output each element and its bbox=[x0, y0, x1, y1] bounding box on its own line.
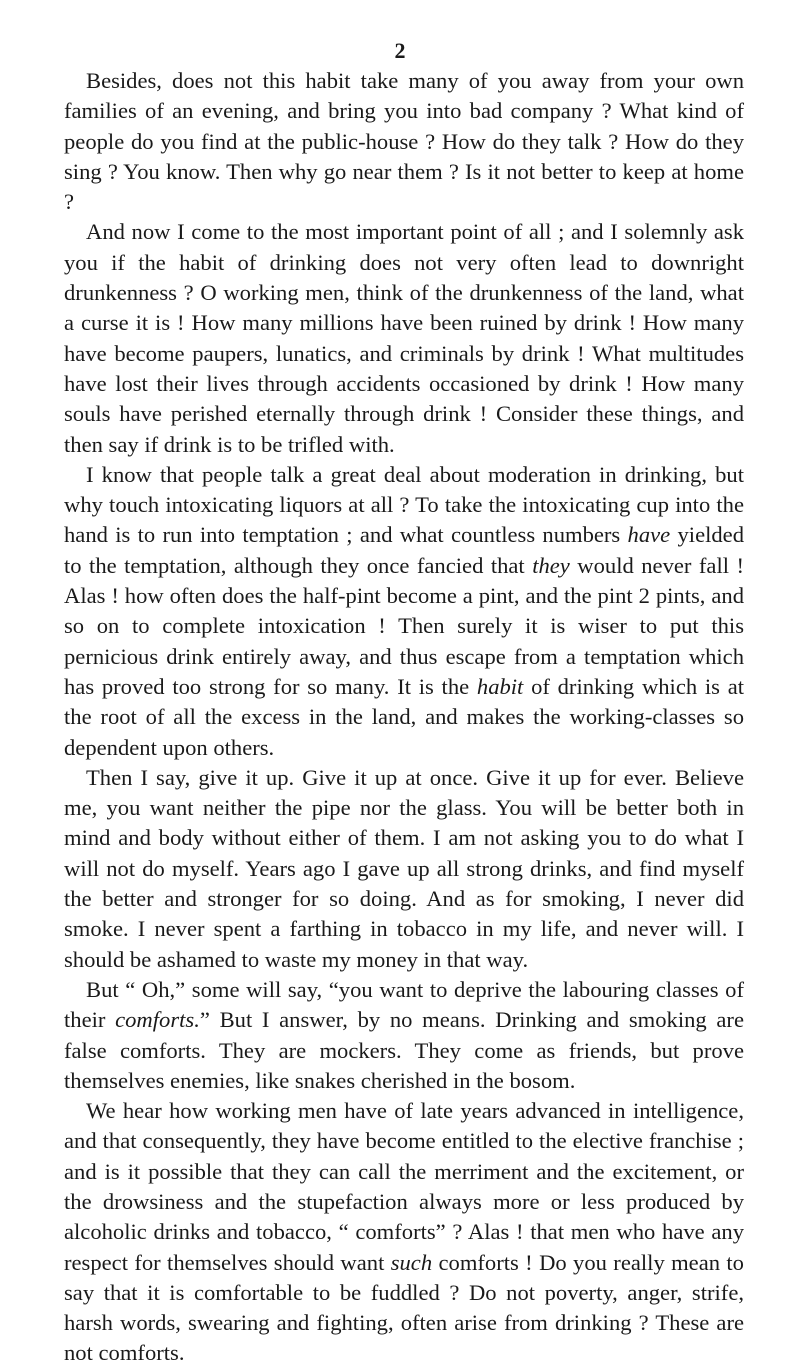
text-run: Then I say, give it up. Give it up at once. Give it up for ever. Believe me, you want neither the pipe nor the glass. You will be better both in mind and body without either of them. I am not asking you to do what I will not do myself. Years ago I gave up all strong drinks, and find myself the better and stronger for so doing. And as for smoking, I never did smoke. I never spent a farthing in tobacco in my life, and never will. I should be ashamed to waste my money in that way. bbox=[64, 764, 744, 972]
italic-text-run: comforts. bbox=[115, 1007, 200, 1033]
text-run: ” But I answer, by no means. Drinking and smoking are false comforts. They are mockers. They come as friends, but prove themselves enemies, like snakes cherished in the bosom. bbox=[64, 1007, 744, 1093]
text-run: We hear how working men have of late years advanced in intelligence, and that consequently, they have become entitled to the elective franchise ; and is it possible that they can call the merriment and the excitement, or the drowsiness and the stupefaction always more or less produced by alcoholic drinks and tobacco, “ comforts” ? Alas ! that men who have any respect for themselves should want bbox=[64, 1098, 744, 1275]
paragraph bbox=[64, 975, 744, 1096]
paragraph bbox=[64, 763, 744, 975]
text-run: And now I come to the most important point of all ; and I solemnly ask you if the habit of drinking does not very often lead to downright drunkenness ? O working men, think of the drunkenness of the land, what a curse it is ! How many millions have been ruined by drink ! How many have become paupers, lunatics, and criminals by drink ! What multitudes have lost their lives through accidents occasioned by drink ! How many souls have perished eternally through drink ! Consider these things, and then say if drink is to be trifled with. bbox=[64, 219, 744, 457]
body-text bbox=[64, 66, 744, 1369]
paragraph bbox=[64, 217, 744, 459]
text-run: I know that people talk a great deal about moderation in drinking, but why touch intoxicating liquors at all ? To take the intoxicating cup into the hand is to run into temptation ; and what countless numbers bbox=[64, 461, 744, 548]
italic-text-run: have bbox=[627, 522, 671, 548]
text-run: Besides, does not this habit take many of you away from your own families of an evening, and bring you into bad company ? What kind of people do you find at the public-house ? How do they talk ? How do they sing ? You know. Then why go near them ? Is it not better to keep at home ? bbox=[64, 68, 744, 215]
italic-text-run: such bbox=[390, 1249, 433, 1275]
page-number: 2 bbox=[394, 38, 406, 63]
text-run: of drinking which is at the root of all the excess in the land, and makes the working-classes so dependent upon others. bbox=[64, 673, 745, 760]
italic-text-run: habit bbox=[476, 673, 524, 699]
text-run: comforts ! Do you really mean to say that it is comfortable to be fuddled ? Do not poverty, anger, strife, harsh words, swearing and fighting, often arise from drinking ? These are not comforts. bbox=[64, 1249, 744, 1366]
paragraph bbox=[64, 66, 744, 217]
text-run: yielded to the temptation, although they once fancied that bbox=[64, 522, 744, 578]
italic-text-run: they bbox=[532, 552, 570, 578]
text-run: would never fall ! Alas ! how often does the half-pint become a pint, and the pint 2 pints, and so on to complete intoxication ! Then surely it is wiser to put this pernicious drink entirely away, and thus escape from a temptation which has proved too strong for so many. It is the bbox=[64, 552, 744, 699]
text-run: But “ Oh,” some will say, “you want to deprive the labouring classes of their bbox=[64, 976, 744, 1033]
paragraph bbox=[64, 1096, 744, 1369]
paragraph bbox=[64, 460, 744, 763]
